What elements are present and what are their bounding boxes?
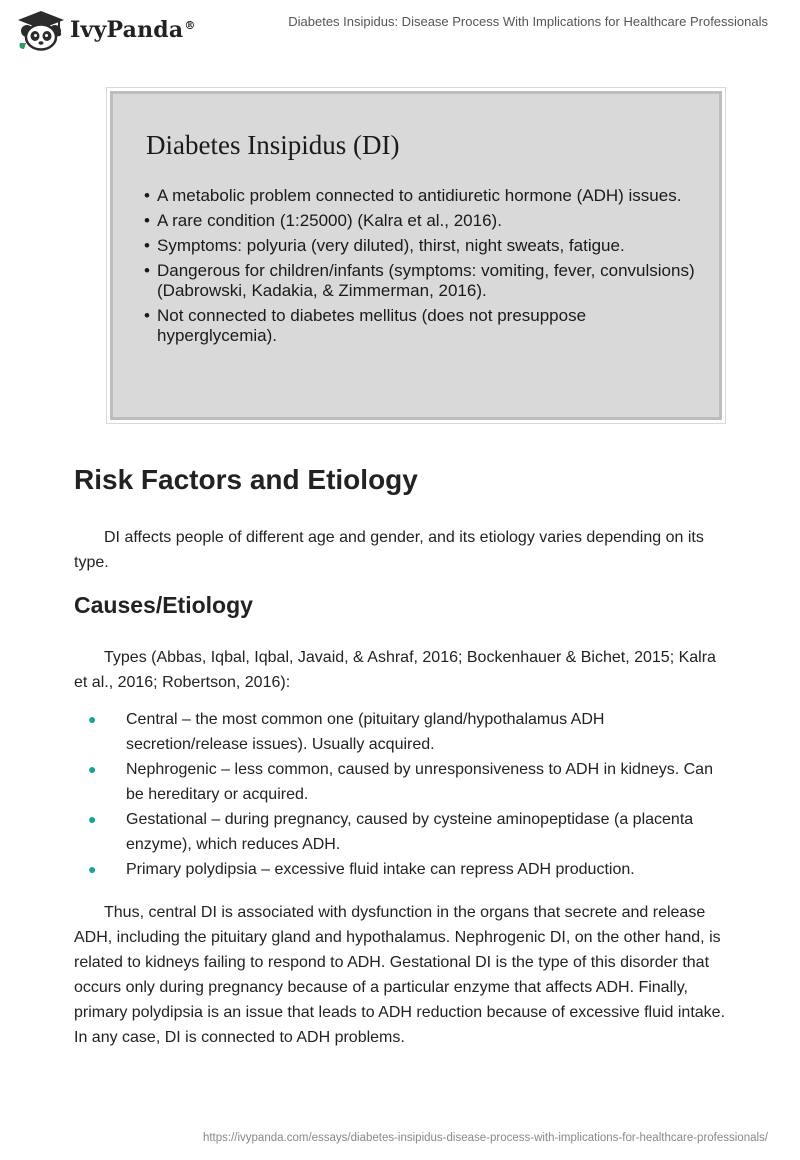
slide-bullet-list [144, 186, 704, 351]
slide-bullet: • A metabolic problem connected to antidiuretic hormone (ADH) issues. [144, 186, 704, 206]
slide-bullet: • Not connected to diabetes mellitus (does not presuppose hyperglycemia). [144, 306, 704, 346]
section-heading: Risk Factors and Etiology [74, 464, 418, 495]
slide-title: Diabetes Insipidus (DI) [146, 130, 400, 160]
list-item: ● Central – the most common one (pituitary gland/hypothalamus ADH secretion/release issues). Usually acquired. [74, 707, 726, 757]
document-title: Diabetes Insipidus: Disease Process With Implications for Healthcare Professionals [288, 14, 768, 29]
slide-bullet: • A rare condition (1:25000) (Kalra et al., 2016). [144, 211, 704, 231]
brand-logo[interactable] [16, 9, 196, 51]
list-item: ● Nephrogenic – less common, caused by unresponsiveness to ADH in kidneys. Can be hereditary or acquired. [74, 757, 726, 807]
source-url-link[interactable]: https://ivypanda.com/essays/diabetes-insipidus-disease-process-with-implications-for-healthcare-professionals/ [202, 1132, 768, 1144]
summary-paragraph: Thus, central DI is associated with dysfunction in the organs that secrete and release ADH, including the pituitary gland and hypothalamus. Nephrogenic DI, on the other hand, is related to kidneys failing to respond to ADH. Gestational DI is the type of this disorder that occurs only during pregnancy because of a particular enzyme that affects ADH. Finally, primary polydipsia is an issue that leads to ADH reduction because of excessive fluid intake. In any case, DI is connected to ADH problems. [74, 904, 726, 1046]
slide-bullet: • Dangerous for children/infants (symptoms: vomiting, fever, convulsions) (Dabrowski, Kadakia, & Zimmerman, 2016). [144, 261, 704, 301]
bullet-dot-icon: ● [88, 761, 97, 777]
di-types-list [74, 707, 726, 882]
slide-figure [106, 87, 726, 424]
slide-body [110, 91, 722, 420]
list-item: ● Primary polydipsia – excessive fluid intake can repress ADH production. [74, 857, 726, 882]
slide-bullet: • Symptoms: polyuria (very diluted), thirst, night sweats, fatigue. [144, 236, 704, 256]
brand-name: IvyPanda® [70, 17, 196, 43]
bullet-dot-icon: ● [88, 811, 97, 827]
panda-graduate-icon [16, 9, 66, 51]
bullet-dot-icon: ● [88, 711, 97, 727]
page-header [0, 0, 800, 60]
causes-intro-paragraph: Types (Abbas, Iqbal, Iqbal, Javaid, & Ashraf, 2016; Bockenhauer & Bichet, 2015; Kalra et al., 2016; Robertson, 2016): [74, 649, 716, 691]
bullet-dot-icon: ● [88, 861, 97, 877]
list-item: ● Gestational – during pregnancy, caused by cysteine aminopeptidase (a placenta enzyme), which reduces ADH. [74, 807, 726, 857]
section-intro-paragraph: DI affects people of different age and gender, and its etiology varies depending on its type. [74, 529, 704, 571]
subsection-heading: Causes/Etiology [74, 592, 253, 618]
